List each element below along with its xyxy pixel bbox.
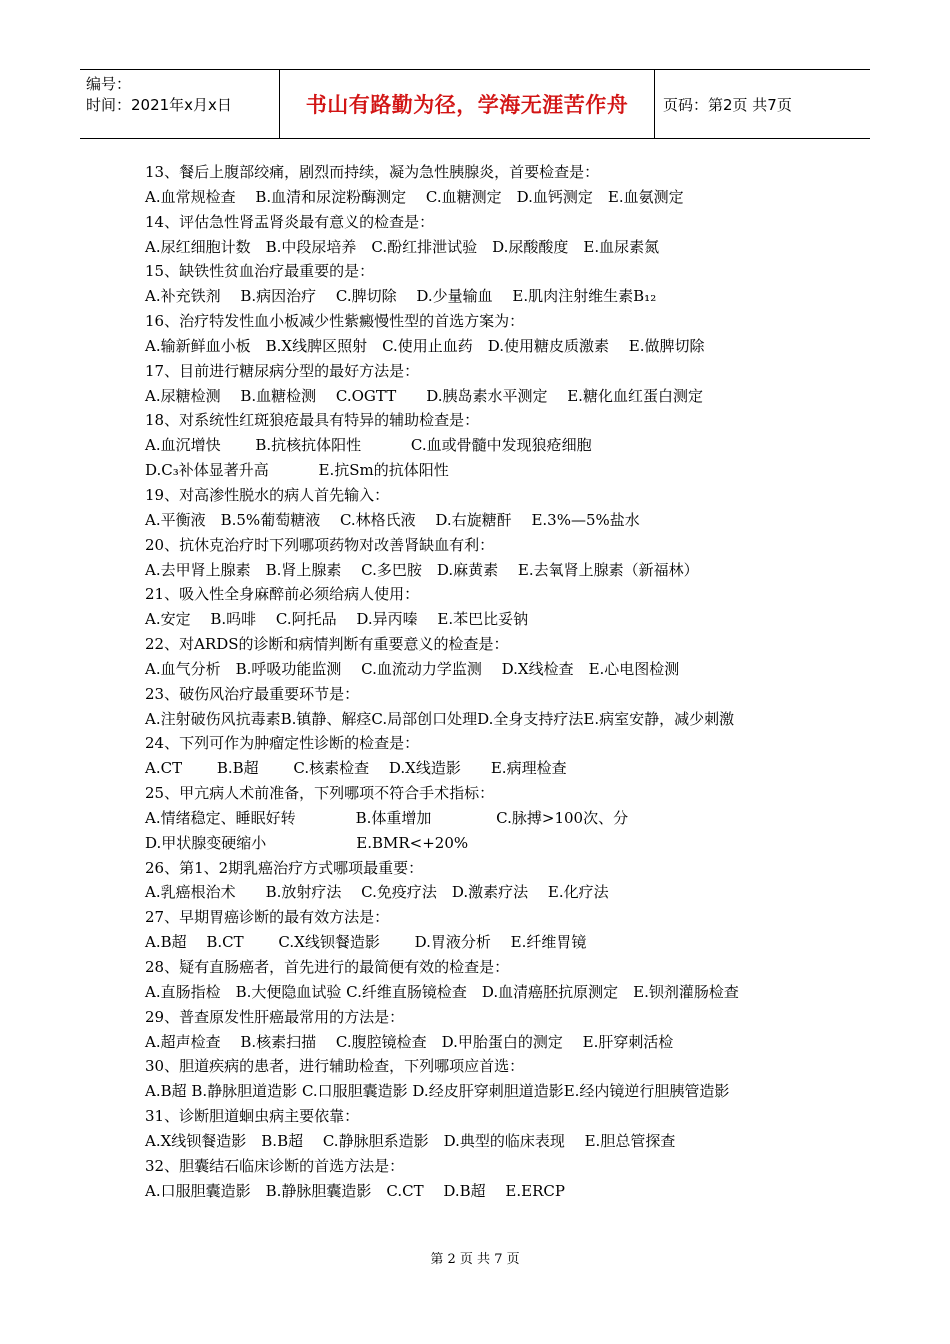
- question-32: 32、胆囊结石临床诊断的首选方法是：: [145, 1156, 405, 1175]
- question-list: [145, 160, 815, 1203]
- options-25-b: D.甲状腺变硬缩小 E.BMR<+20%: [145, 833, 469, 852]
- page-header: [80, 69, 870, 139]
- question-31: 31、诊断胆道蛔虫病主要依靠：: [145, 1107, 360, 1126]
- question-13: 13、餐后上腹部绞痛，剧烈而持续，凝为急性胰腺炎，首要检查是：: [145, 163, 600, 181]
- options-15: A.补充铁剂 B.病因治疗 C.脾切除 D.少量输血 E.肌肉注射维生素B₁₂: [145, 287, 657, 306]
- header-motto: 书山有路勤为径，学海无涯苦作舟: [305, 93, 629, 117]
- question-25: 25、甲亢病人术前准备，下列哪项不符合手术指标：: [145, 784, 495, 803]
- options-24: A.CT B.B超 C.核素检查 D.X线造影 E.病理检查: [145, 759, 567, 778]
- question-28: 28、疑有直肠癌者，首先进行的最简便有效的检查是：: [145, 958, 510, 976]
- options-31: A.X线钡餐造影 B.B超 C.静脉胆系造影 D.典型的临床表现 E.胆总管探查: [145, 1131, 676, 1150]
- options-26: A.乳癌根治术 B.放射疗法 C.免疫疗法 D.激素疗法 E.化疗法: [145, 883, 609, 902]
- question-21: 21、吸入性全身麻醉前必须给病人使用：: [145, 585, 420, 604]
- options-22: A.血气分析 B.呼吸功能监测 C.血流动力学监测 D.X线检查 E.心电图检测: [145, 659, 680, 678]
- options-30: A.B超 B.静脉胆道造影 C.口服胆囊造影 D.经皮肝穿刺胆道造影E.经内镜逆行胆胰管造影: [145, 1082, 730, 1101]
- options-23: A.注射破伤风抗毒素B.镇静、解痉C.局部创口处理D.全身支持疗法E.病室安静，减少刺激: [145, 709, 735, 728]
- question-27: 27、早期胃癌诊断的最有效方法是：: [145, 908, 390, 927]
- document-time-label: 时间：2021年x月x日: [86, 96, 232, 114]
- options-32: A.口服胆囊造影 B.静脉胆囊造影 C.CT D.B超 E.ERCP: [145, 1181, 565, 1200]
- options-28: A.直肠指检 B.大便隐血试验 C.纤维直肠镜检查 D.血清癌胚抗原测定 E.钡剂灌肠检查: [145, 982, 739, 1001]
- options-18-b: D.C₃补体显著升高 E.抗Sm的抗体阳性: [145, 461, 449, 480]
- options-14: A.尿红细胞计数 B.中段尿培养 C.酚红排泄试验 D.尿酸酸度 E.血尿素氮: [145, 237, 660, 256]
- question-17: 17、目前进行糖尿病分型的最好方法是：: [145, 361, 420, 380]
- question-20: 20、抗休克治疗时下列哪项药物对改善肾缺血有利：: [145, 535, 495, 554]
- header-meta: [80, 70, 280, 138]
- question-18: 18、对系统性红斑狼疮最具有特异的辅助检查是：: [145, 411, 480, 430]
- question-26: 26、第1、2期乳癌治疗方式哪项最重要：: [145, 858, 424, 877]
- options-18-a: A.血沉增快 B.抗核抗体阳性 C.血或骨髓中发现狼疮细胞: [145, 436, 592, 455]
- question-14: 14、评估急性肾盂肾炎最有意义的检查是：: [145, 212, 435, 231]
- options-20: A.去甲肾上腺素 B.肾上腺素 C.多巴胺 D.麻黄素 E.去氧肾上腺素（新福林）: [145, 560, 699, 579]
- header-page-code: 页码：第2页 共7页: [663, 95, 792, 114]
- question-23: 23、破伤风治疗最重要环节是：: [145, 684, 360, 703]
- page-footer: 第 2 页 共 7 页: [430, 1252, 520, 1267]
- question-22: 22、对ARDS的诊断和病情判断有重要意义的检查是：: [145, 635, 509, 654]
- options-27: A.B超 B.CT C.X线钡餐造影 D.胃液分析 E.纤维胃镜: [145, 933, 587, 952]
- document-number-label: 编号：: [86, 75, 132, 93]
- header-page-cell: [655, 70, 870, 138]
- header-motto-cell: [280, 70, 655, 138]
- question-16: 16、治疗特发性血小板减少性紫癜慢性型的首选方案为：: [145, 312, 525, 331]
- question-30: 30、胆道疾病的患者，进行辅助检查，下列哪项应首选：: [145, 1057, 525, 1076]
- question-24: 24、下列可作为肿瘤定性诊断的检查是：: [145, 734, 420, 753]
- question-19: 19、对高渗性脱水的病人首先输入：: [145, 485, 390, 504]
- question-29: 29、普查原发性肝癌最常用的方法是：: [145, 1007, 405, 1026]
- options-19: A.平衡液 B.5%葡萄糖液 C.林格氏液 D.右旋糖酐 E.3%—5%盐水: [145, 510, 640, 529]
- options-17: A.尿糖检测 B.血糖检测 C.OGTT D.胰岛素水平测定 E.糖化血红蛋白测定: [145, 386, 703, 405]
- options-29: A.超声检查 B.核素扫描 C.腹腔镜检查 D.甲胎蛋白的测定 E.肝穿刺活检: [145, 1032, 674, 1051]
- options-16: A.输新鲜血小板 B.X线脾区照射 C.使用止血药 D.使用糖皮质激素 E.做脾切除: [145, 336, 705, 355]
- options-21: A.安定 B.吗啡 C.阿托品 D.异丙嗪 E.苯巴比妥钠: [145, 610, 529, 629]
- options-25-a: A.情绪稳定、睡眠好转 B.体重增加 C.脉搏>100次、分: [145, 808, 629, 827]
- question-15: 15、缺铁性贫血治疗最重要的是：: [145, 262, 375, 281]
- options-13: A.血常规检查 B.血清和尿淀粉酶测定 C.血糖测定 D.血钙测定 E.血氨测定: [145, 187, 684, 206]
